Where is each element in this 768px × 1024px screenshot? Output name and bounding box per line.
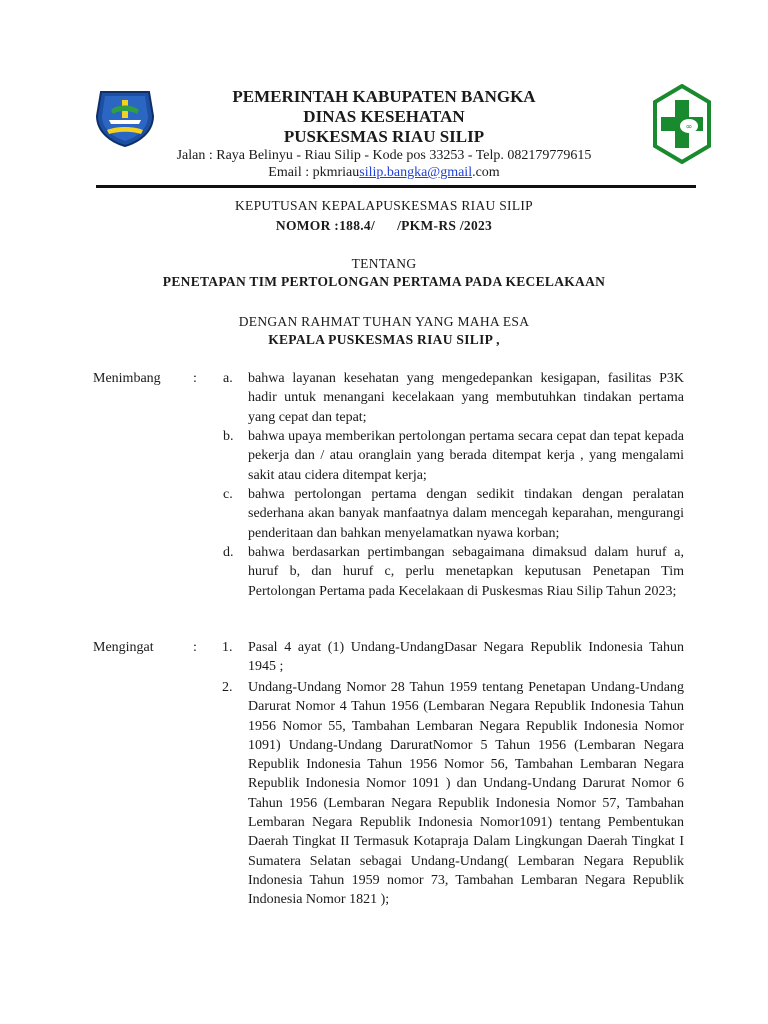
menimbang-item-d: bahwa berdasarkan pertimbangan sebagaimana dimaksud dalam huruf a, huruf b, dan huruf c, perlu menetapkan keputusan Penetapan Tim Pertolongan Pertama pada Kecelakaan di Puskesmas Riau Silip Tahun 2023;: [248, 545, 684, 599]
email-suffix: .com: [472, 165, 500, 180]
decree-title: KEPUTUSAN KEPALAPUSKESMAS RIAU SILIP: [235, 198, 533, 213]
mengingat-item-1: Pasal 4 ayat (1) Undang-UndangDasar Negara Republik Indonesia Tahun 1945 ;: [248, 640, 684, 675]
decree-number: NOMOR :188.4/ /PKM-RS /2023: [275, 218, 493, 233]
header-email: [0, 164, 768, 181]
header-puskesmas: PUSKESMAS RIAU SILIP: [283, 127, 485, 146]
email-prefix: Email : pkmriau: [268, 165, 360, 180]
header-department: DINAS KESEHATAN: [303, 107, 465, 126]
header-address: Jalan : Raya Belinyu - Riau Silip - Kode pos 33253 - Telp. 082179779615: [176, 148, 592, 163]
header-divider: [96, 185, 696, 188]
email-link[interactable]: silip.bangka@gmail: [359, 165, 473, 180]
mengingat-colon: :: [193, 640, 197, 655]
head-line: KEPALA PUSKESMAS RIAU SILIP ,: [268, 332, 500, 347]
mengingat-marker-1: 1.: [222, 640, 233, 655]
menimbang-marker-b: b.: [223, 429, 234, 444]
mengingat-item-2: Undang-Undang Nomor 28 Tahun 1959 tentang Penetapan Undang-Undang Darurat Nomor 4 Tahun 1956 (Lembaran Negara Republik Indonesia Tahun 1956 Nomor 55, Tambahan Lembaran Negara Republik Indonesia Nomor 1091) Undang-Undang DaruratNomor 5 Tahun 1956 (Lembaran Negara Republik Indonesia Tahun 1956 Nomor 56, Tambahan Lembaran Negara Republik Indonesia Nomor 1091 ) dan Undang-Undang Darurat Nomor 6 Tahun 1956 (Lembaran Negara Republik Indonesia Nomor 57, Tambahan Lembaran Negara Republik Indonesia Nomor1091) tentang Pembentukan Daerah Tingkat II Termasuk Kotapraja Dalam Lingkungan Daerah Tingkat I Sumatera Selatan sebagai Undang-Undang( Lembaran Negara Republik Indonesia Tahun 1959 nomor 73, Tambahan Lembaran Negara Republik Indonesia Nomor 1821 );: [248, 680, 684, 908]
mengingat-marker-2: 2.: [222, 680, 233, 695]
about-heading: TENTANG: [351, 256, 417, 271]
menimbang-label: Menimbang: [93, 371, 161, 386]
svg-text:∞: ∞: [685, 122, 693, 131]
header-government: PEMERINTAH KABUPATEN BANGKA: [232, 87, 536, 106]
menimbang-marker-d: d.: [223, 545, 234, 560]
menimbang-item-b: bahwa upaya memberikan pertolongan pertama secara cepat dan tepat kepada pekerja dan / atau oranglain yang berada ditempat kerja , yang mengalami sakit atau cidera ditempat kerja;: [248, 429, 684, 483]
menimbang-item-a: bahwa layanan kesehatan yang mengedepankan kesigapan, fasilitas P3K hadir untuk menangani kecelakaan yang membutuhkan tindakan pertama yang cepat dan tepat;: [248, 371, 684, 425]
decree-subject: PENETAPAN TIM PERTOLONGAN PERTAMA PADA KECELAKAAN: [162, 274, 606, 289]
menimbang-marker-c: c.: [223, 487, 233, 502]
mengingat-label: Mengingat: [93, 640, 154, 655]
menimbang-marker-a: a.: [223, 371, 233, 386]
grace-line: DENGAN RAHMAT TUHAN YANG MAHA ESA: [238, 314, 530, 329]
menimbang-colon: :: [193, 371, 197, 386]
menimbang-item-c: bahwa pertolongan pertama dengan sedikit tindakan dengan peralatan sederhana akan banyak manfaatnya dalam mencegah keparahan, mengurangi penderitaan dan bahkan menyelamatkan nyawa korban;: [248, 487, 684, 541]
